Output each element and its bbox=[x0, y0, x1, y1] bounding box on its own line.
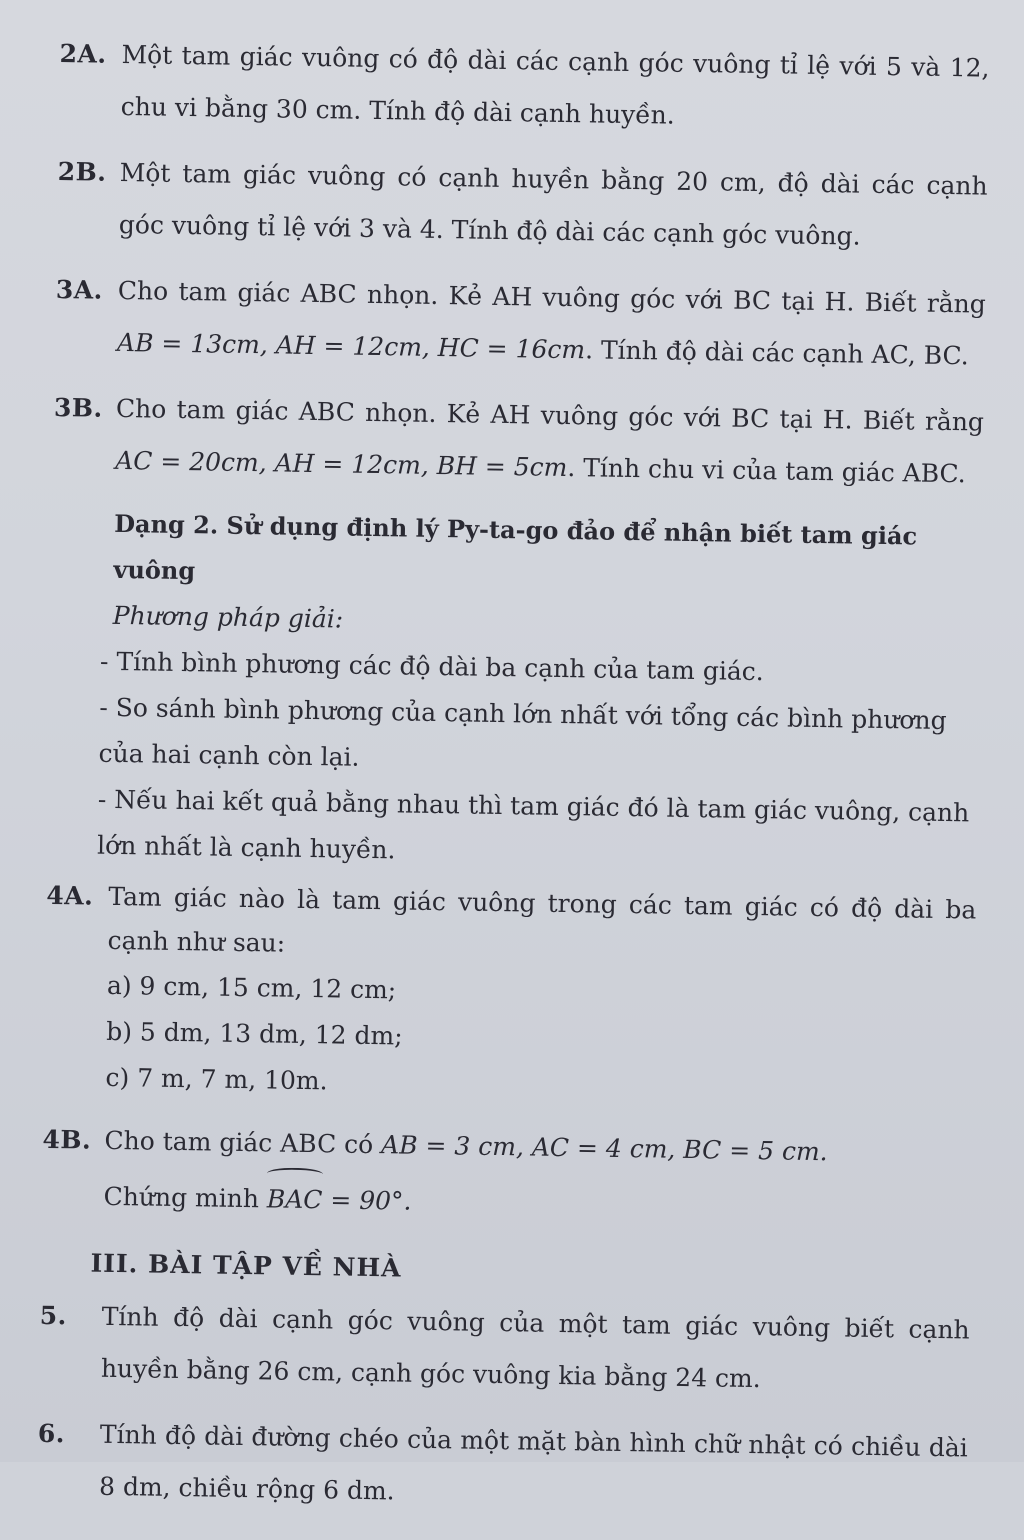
section-title: Dạng 2. Sử dụng định lý Py-ta-go đảo để nhận biết tam giác vuông bbox=[113, 508, 918, 586]
method-label: Phương pháp giải: bbox=[112, 600, 344, 634]
method-step: - Nếu hai kết quả bằng nhau thì tam giác đó là tam giác vuông, cạnh lớn nhất là cạnh huyền. bbox=[96, 784, 970, 865]
homework-title: III. BÀI TẬP VỀ NHÀ bbox=[90, 1248, 402, 1283]
exercise-math: AB = 3 cm, AC = 4 cm, BC = 5 cm. bbox=[380, 1130, 828, 1167]
angle-symbol: BAC bbox=[266, 1169, 322, 1226]
exercise-3b bbox=[53, 382, 985, 501]
exercise-4b bbox=[41, 1114, 973, 1237]
method-step: - Tính bình phương các độ dài ba cạnh của tam giác. bbox=[99, 646, 764, 687]
exercise-number: 4B. bbox=[42, 1124, 92, 1155]
exercise-text bbox=[115, 383, 985, 501]
exercise-text bbox=[105, 875, 976, 1115]
exercise-2b bbox=[57, 146, 989, 265]
option-item: a) 9 cm, 15 cm, 12 cm; bbox=[106, 970, 397, 1005]
page-content bbox=[36, 28, 989, 1540]
option-item: b) 5 dm, 13 dm, 12 dm; bbox=[106, 1016, 403, 1051]
option-item: c) 7 m, 7 m, 10m. bbox=[105, 1062, 328, 1096]
exercise-text: Tính độ dài đường chéo của một mặt bàn hình chữ nhật có chiều dài 8 dm, chiều rộng 6 dm. bbox=[98, 1419, 969, 1506]
exercise-text-pre: Cho tam giác ABC nhọn. Kẻ AH vuông góc với BC tại H. Biết rằng bbox=[117, 275, 987, 319]
angle-value: = 90°. bbox=[322, 1185, 412, 1216]
exercise-text: Một tam giác vuông có cạnh huyền bằng 20 cm, độ dài các cạnh góc vuông tỉ lệ với 3 và 4. Tính độ dài các cạnh góc vuông. bbox=[118, 157, 988, 251]
homework-5 bbox=[39, 1290, 971, 1409]
exercise-question: Tam giác nào là tam giác vuông trong các tam giác có độ dài ba cạnh như sau: bbox=[107, 881, 977, 958]
exercise-text-pre: Cho tam giác ABC có bbox=[104, 1125, 382, 1160]
exercise-math: AC = 20cm, AH = 12cm, BH = 5cm bbox=[114, 445, 568, 483]
exercise-number: 4A. bbox=[46, 880, 94, 911]
exercise-number: 3B. bbox=[53, 392, 103, 423]
exercise-text-pre: Cho tam giác ABC nhọn. Kẻ AH vuông góc với BC tại H. Biết rằng bbox=[115, 393, 985, 437]
exercise-text-post: . Tính chu vi của tam giác ABC. bbox=[567, 453, 966, 489]
section-2 bbox=[96, 501, 983, 883]
exercise-text: Một tam giác vuông có độ dài các cạnh góc vuông tỉ lệ với 5 và 12, chu vi bằng 30 cm. Tính độ dài cạnh huyền. bbox=[120, 39, 990, 130]
exercise-text-post: . Tính độ dài các cạnh AC, BC. bbox=[584, 335, 969, 371]
exercise-text bbox=[117, 265, 987, 383]
exercise-text: Tính độ dài cạnh góc vuông của một tam giác vuông biết cạnh huyền bằng 26 cm, cạnh góc vuông kia bằng 24 cm. bbox=[100, 1301, 970, 1394]
exercise-math: AB = 13cm, AH = 12cm, HC = 16cm bbox=[116, 327, 586, 365]
exercise-4a bbox=[43, 874, 976, 1115]
method-step: - So sánh bình phương của cạnh lớn nhất với tổng các bình phương của hai cạnh còn lại. bbox=[98, 692, 947, 772]
exercise-2a bbox=[58, 28, 990, 147]
exercise-number: 6. bbox=[37, 1418, 66, 1449]
prove-label: Chứng minh bbox=[103, 1181, 268, 1214]
exercise-text bbox=[103, 1115, 973, 1237]
exercise-number: 2A. bbox=[59, 38, 107, 69]
exercise-number: 3A. bbox=[55, 274, 104, 305]
exercise-number: 5. bbox=[39, 1300, 68, 1331]
exercise-3a bbox=[55, 264, 987, 383]
exercise-number: 2B. bbox=[57, 156, 107, 187]
homework-6 bbox=[37, 1408, 969, 1527]
